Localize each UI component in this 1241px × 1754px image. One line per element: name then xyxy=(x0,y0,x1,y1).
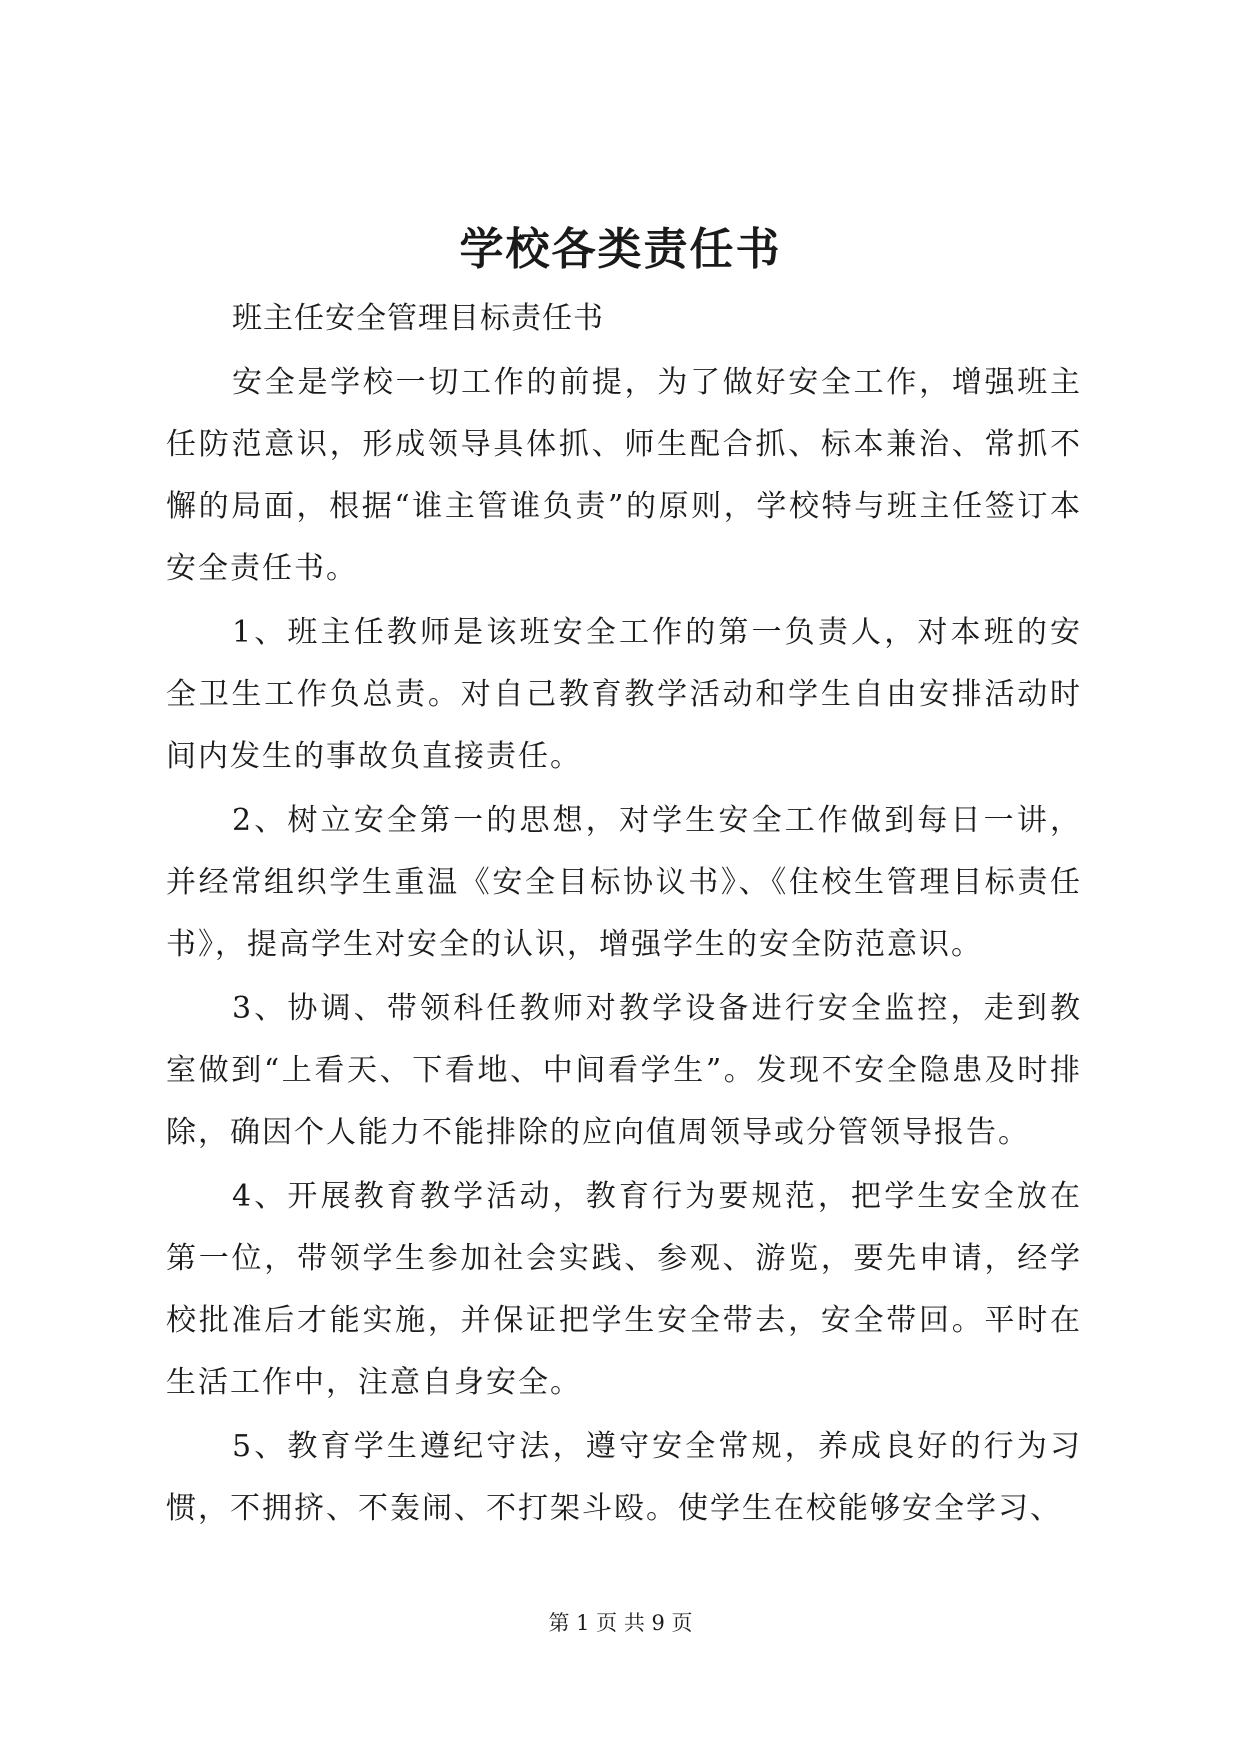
document-body xyxy=(166,288,1082,1540)
document-subtitle: 班主任安全管理目标责任书 xyxy=(232,301,604,336)
paragraph-item-5: 5、教育学生遵纪守法，遵守安全常规，养成良好的行为习惯，不拥挤、不轰闹、不打架斗殴。使学生在校能够安全学习、 xyxy=(166,1429,1082,1526)
paragraph-item-1: 1、班主任教师是该班安全工作的第一负责人，对本班的安全卫生工作负总责。对自己教育教学活动和学生自由安排活动时间内发生的事故负直接责任。 xyxy=(166,615,1082,774)
page-number: 第 1 页 共 9 页 xyxy=(548,1611,693,1635)
paragraph-item-2: 2、树立安全第一的思想，对学生安全工作做到每日一讲，并经常组织学生重温《安全目标协议书》、《住校生管理目标责任书》，提高学生对安全的认识，增强学生的安全防范意识。 xyxy=(166,803,1082,962)
paragraph-intro: 安全是学校一切工作的前提，为了做好安全工作，增强班主任防范意识，形成领导具体抓、师生配合抓、标本兼治、常抓不懈的局面，根据“谁主管谁负责”的原则，学校特与班主任签订本安全责任书。 xyxy=(166,365,1082,586)
document-title: 学校各类责任书 xyxy=(459,224,782,275)
paragraph-item-3: 3、协调、带领科任教师对教学设备进行安全监控，走到教室做到“上看天、下看地、中间看学生”。发现不安全隐患及时排除，确因个人能力不能排除的应向值周领导或分管领导报告。 xyxy=(166,991,1082,1150)
paragraph-item-4: 4、开展教育教学活动，教育行为要规范，把学生安全放在第一位，带领学生参加社会实践、参观、游览，要先申请，经学校批准后才能实施，并保证把学生安全带去，安全带回。平时在生活工作中，注意自身安全。 xyxy=(166,1179,1082,1400)
